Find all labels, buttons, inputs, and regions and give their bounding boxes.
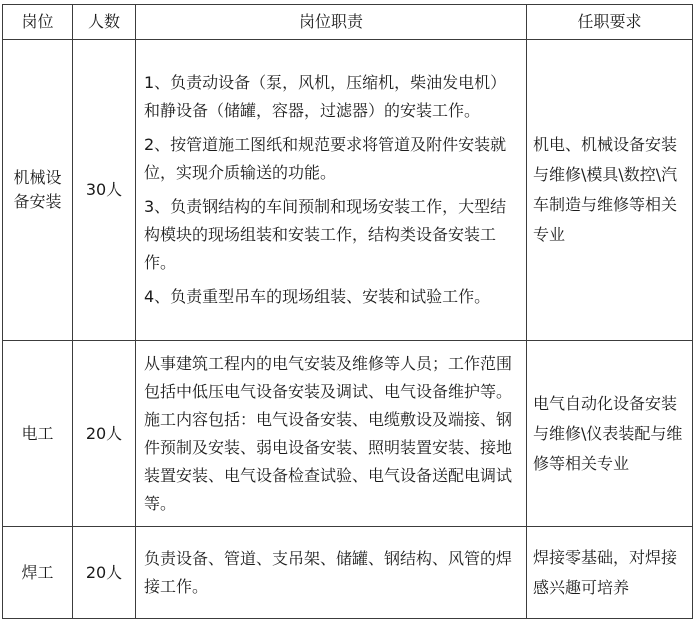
count-cell: 20人 xyxy=(73,341,136,527)
table-row xyxy=(3,40,693,341)
duty-item: 2、按管道施工图纸和规范要求将管道及附件安装就位，实现介质输送的功能。 xyxy=(144,135,507,182)
duty-item: 从事建筑工程内的电气安装及维修等人员；工作范围包括中低压电气设备安装及调试、电气设备维护等。施工内容包括：电气设备安装、电缆敷设及端接、钢件预制及安装、弱电设备安装、照明装置安装、接地装置安装、电气设备检查试验、电气设备送配电调试等。 xyxy=(144,353,513,513)
duties-cell xyxy=(136,341,527,527)
position-cell: 机械设备安装 xyxy=(3,40,73,341)
duty-item: 1、负责动设备（泵，风机，压缩机，柴油发电机）和静设备（储罐，容器，过滤器）的安装工作。 xyxy=(144,73,507,120)
duty-item: 3、负责钢结构的车间预制和现场安装工作，大型结构模块的现场组装和安装工作，结构类设备安装工作。 xyxy=(144,197,507,272)
duty-item: 4、负责重型吊车的现场组装、安装和试验工作。 xyxy=(144,287,491,306)
job-table xyxy=(2,4,693,619)
table-row xyxy=(3,527,693,619)
requirement-cell: 机电、机械设备安装与维修\模具\数控\汽车制造与维修等相关专业 xyxy=(527,40,693,341)
header-row xyxy=(3,5,693,40)
header-requirements: 任职要求 xyxy=(527,5,693,40)
position-cell: 焊工 xyxy=(3,527,73,619)
header-duties: 岗位职责 xyxy=(136,5,527,40)
duties-cell xyxy=(136,527,527,619)
duties-cell xyxy=(136,40,527,341)
count-cell: 30人 xyxy=(73,40,136,341)
duty-item: 负责设备、管道、支吊架、储罐、钢结构、风管的焊接工作。 xyxy=(144,548,513,596)
header-count: 人数 xyxy=(73,5,136,40)
header-position: 岗位 xyxy=(3,5,73,40)
requirement-cell: 电气自动化设备安装与维修\仪表装配与维修等相关专业 xyxy=(527,341,693,527)
count-cell: 20人 xyxy=(73,527,136,619)
requirement-cell: 焊接零基础，对焊接感兴趣可培养 xyxy=(527,527,693,619)
table-row xyxy=(3,341,693,527)
position-cell: 电工 xyxy=(3,341,73,527)
